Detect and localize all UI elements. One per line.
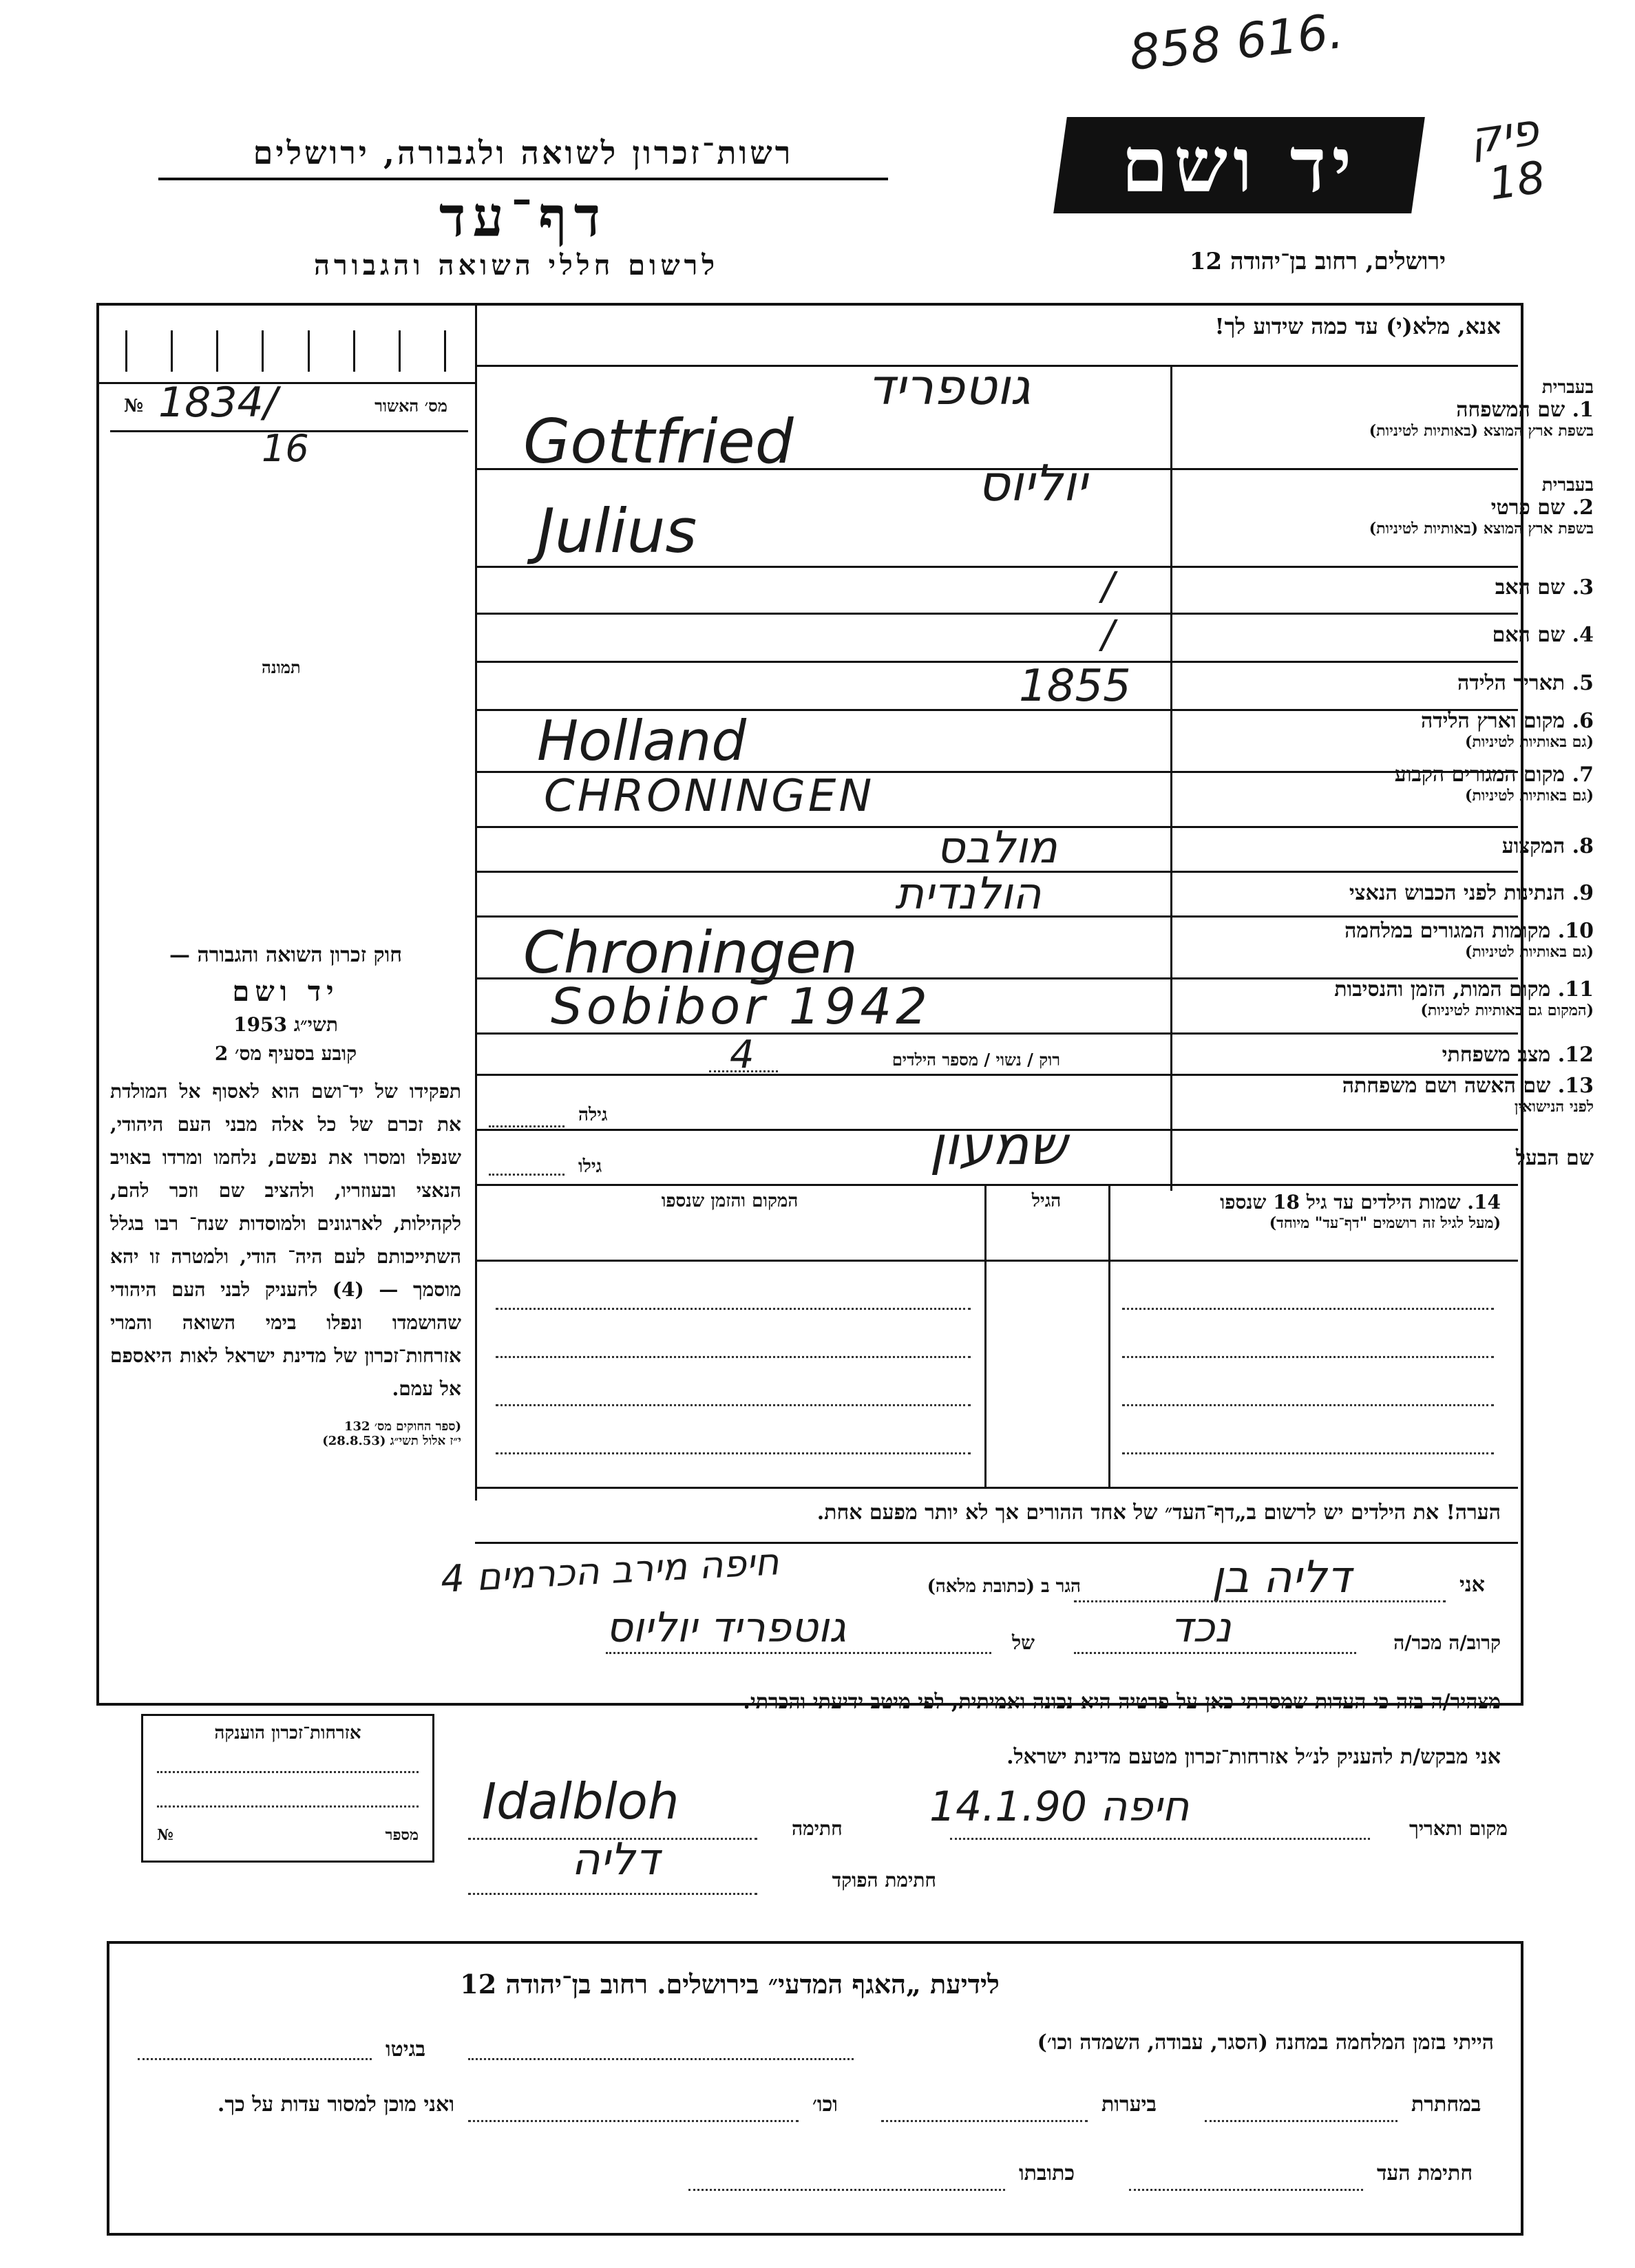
- field-4-label: שם האם: [1492, 623, 1565, 647]
- relation-label: קרוב/ה מכר/ה: [1393, 1631, 1501, 1654]
- value-family-latin: Gottfried: [523, 406, 794, 477]
- declarant-relation: נכד: [1170, 1604, 1232, 1652]
- officer-signature: דליה: [571, 1834, 660, 1885]
- request-text: אני מבקש/ת להעניק לנ״ל אזרחות־זכרון מטעם מדינת ישראל.: [1006, 1745, 1501, 1769]
- children-place-col: המקום והזמן שנספו: [661, 1191, 799, 1211]
- value-first-latin: Julius: [537, 496, 697, 566]
- field-6-num: 6.: [1572, 709, 1594, 733]
- of-label: של: [1012, 1631, 1035, 1654]
- field-residence: [1270, 763, 1594, 805]
- field-3-num: 3.: [1572, 575, 1594, 600]
- law-box: [110, 943, 461, 1562]
- law-year: 1953: [233, 1013, 288, 1036]
- field-10-label: מקומות המגורים במלחמה: [1344, 919, 1551, 943]
- field-6-sub: (גם באותיות לטיניות): [1464, 733, 1594, 751]
- field-8-label: המקצוע: [1501, 834, 1565, 858]
- footer-line2-end: ואני מוכן למסור עדות על כך.: [217, 2092, 454, 2117]
- citizenship-box: [141, 1714, 434, 1863]
- approval-label: מס׳ האשור: [375, 396, 447, 416]
- approval-number-sign: №: [124, 396, 144, 416]
- citizenship-number-sign: №: [157, 1826, 173, 1844]
- yad-vashem-logo: [1053, 117, 1425, 213]
- digit-boxes: [103, 330, 468, 372]
- field-wartime-places: [1270, 919, 1594, 961]
- children-note: הערה! את הילדים יש לרשום ב„דף־העד״ של אחד ההורים אך לא יותר מפעם אחת.: [816, 1501, 1501, 1525]
- field-2-label: שם פרטי: [1490, 496, 1565, 520]
- value-wartime-places: Chroningen: [523, 919, 858, 986]
- wife-age-label: גילה: [578, 1105, 608, 1125]
- value-residence: CHRONINGEN: [544, 771, 875, 822]
- law-title: חוק זכרון השואה והגבורה —: [169, 943, 402, 967]
- declarant-name: דליה בן: [1212, 1552, 1351, 1603]
- field-12-num: 12.: [1557, 1043, 1594, 1067]
- field-7-label: מקום המגורים הקבוע: [1394, 763, 1565, 787]
- value-birth-date: 1855: [1019, 661, 1131, 712]
- field-10-sub: (גם באותיות לטיניות): [1464, 943, 1594, 961]
- field-birth-date: [1270, 671, 1594, 695]
- law-ref2: י״ז אלול תשי״ג (28.8.53): [322, 1434, 461, 1448]
- footer-etc: וכו׳: [812, 2092, 838, 2117]
- field-12-label: מצב משפחתי: [1442, 1043, 1551, 1067]
- corner-note: [1467, 106, 1548, 211]
- footer-line1-end: בגיטו: [386, 2037, 426, 2062]
- field-9-label: הנתינות לפני הכבוש הנאצי: [1349, 881, 1565, 905]
- field-11-label: מקום המות, הזמן והנסיבות: [1334, 977, 1551, 1001]
- children-age-col: הגיל: [1031, 1191, 1062, 1211]
- field-7-sub: (גם באותיות לטיניות): [1464, 787, 1594, 805]
- value-husband: שמעון: [929, 1115, 1067, 1177]
- law-clause: קובע בסעיף מס׳ 2: [214, 1042, 357, 1065]
- field-mother-name: [1270, 623, 1594, 647]
- field-4-num: 4.: [1572, 623, 1594, 647]
- children-sub: (מעל לגיל זה רושמים "דף־עד" מיוחד): [1269, 1214, 1501, 1232]
- value-death: Sobibor 1942: [551, 977, 931, 1035]
- corner-number: 858 616.: [1126, 2, 1347, 82]
- footer-address: כתובתו: [1019, 2161, 1075, 2185]
- instruction: אנא, מלא(י) עד כמה שידוע לך!: [1214, 313, 1501, 339]
- citizenship-title: אזרחות־זכרון הוענקה: [214, 1723, 361, 1744]
- field-1-sub: בשפת ארץ המוצא (באותיות לטיניות): [1369, 422, 1594, 440]
- field-7-num: 7.: [1572, 763, 1594, 787]
- place-date-label: מקום ותאריך: [1409, 1817, 1508, 1840]
- law-name: יד ושם: [232, 975, 339, 1008]
- field-nationality: [1270, 881, 1594, 905]
- field-family-name: [1270, 377, 1594, 440]
- husband-age-label: גילו: [578, 1156, 602, 1177]
- field-6-label: מקום וארץ הלידה: [1420, 709, 1565, 733]
- field-profession: [1270, 834, 1594, 858]
- declaration-text: מצהיר/ה בזה כי העדות שמסרתי כאן על פרטיה היא נכונה ואמיתית, לפי מיטב ידיעתי והכרתי.: [743, 1690, 1501, 1714]
- value-family-hebrew: גוטפריד: [867, 358, 1031, 416]
- address-label: הגר ב (כתובת מלאה): [927, 1576, 1081, 1597]
- field-3-label: שם האב: [1495, 575, 1565, 600]
- citizenship-number-label: מספר: [385, 1826, 419, 1844]
- field-1-hebrew-tag: בעברית: [1541, 377, 1594, 398]
- declarant-address: חיפה מירב הכרמים 4: [439, 1540, 780, 1601]
- value-father: /: [1101, 564, 1115, 609]
- form-subtitle: לרשום חללי השואה והגבורה: [313, 249, 719, 282]
- law-text: תפקידו של יד־ושם הוא לאסוף אל המולדת את זכרם של כל אלה מבני העם היהודי, שנפלו ומסרו את נפשם, נלחמו ומרדו באויב הנאצי ובעוזריו, ולהציב שם וזכר להם, לקהילות, לארגונים ולמוסדות שנח־ רבו בגלל השתייכותם לעם היה־ הודי, ולמטרה זו יהא מוסמך — (4) להעניק לבני העם היהודי שהושמדו ונפלו בימי השואה והמרי אזרחות־זכרון של מדינת ישראל לאות היאספם אל עמם.: [110, 1080, 461, 1400]
- signature-value: Idalbloh: [482, 1772, 679, 1830]
- footer-underground: במחתרת: [1411, 2092, 1481, 2117]
- field-8-num: 8.: [1572, 834, 1594, 858]
- value-nationality: הולנדית: [895, 869, 1042, 920]
- children-header: [1115, 1191, 1501, 1232]
- law-ref1: (ספר החוקים מס׳ 132: [344, 1419, 461, 1434]
- children-num: 14.: [1467, 1191, 1501, 1214]
- children-label: שמות הילדים עד גיל 18 שנספו: [1220, 1191, 1461, 1214]
- field-husband: [1270, 1146, 1594, 1170]
- field-father-name: [1270, 575, 1594, 600]
- footer-title: לידיעת „האגף המדעי״ בירושלים. רחוב בן־יהודה 12: [460, 1969, 1000, 2000]
- field-1-num: 1.: [1572, 398, 1594, 422]
- value-birth-place: Holland: [537, 709, 747, 773]
- value-children-count: 4: [730, 1032, 755, 1077]
- approval-number: 1834/: [158, 379, 277, 427]
- field-birth-place: [1270, 709, 1594, 751]
- institution-name: רשות־זכרון לשואה ולגבורה, ירושלים: [253, 134, 794, 171]
- field-11-num: 11.: [1557, 977, 1594, 1001]
- field-marital: [1270, 1043, 1594, 1067]
- corner-note-line1: פיק: [1466, 104, 1542, 165]
- footer-witness-sig: חתימת העד: [1377, 2161, 1473, 2185]
- place-date-value: חיפה 14.1.90: [929, 1783, 1190, 1831]
- footer-line1: הייתי בזמן המלחמה במחנה (הסגר, עבודה, השמדה וכו׳): [1037, 2031, 1494, 2055]
- photo-label: תמונה: [262, 657, 301, 677]
- declarant-of-name: גוטפריד יוליוס: [606, 1604, 847, 1652]
- corner-note-line2: 18: [1486, 152, 1549, 211]
- signature-label: חתימה: [792, 1817, 843, 1840]
- field-2-hebrew-tag: בעברית: [1541, 475, 1594, 496]
- field-5-label: תאריך הלידה: [1457, 671, 1565, 695]
- marital-options: רוק / נשוי / מספר הילדים: [892, 1050, 1060, 1070]
- field-2-sub: בשפת ארץ המוצא (באותיות לטיניות): [1369, 520, 1594, 538]
- value-mother: /: [1101, 613, 1115, 657]
- footer-forests: ביערות: [1101, 2092, 1157, 2117]
- field-13-label: שם האשה ושם משפחתה: [1342, 1074, 1551, 1098]
- field-10-num: 10.: [1557, 919, 1594, 943]
- field-2-num: 2.: [1572, 496, 1594, 520]
- value-first-hebrew: יוליוס: [978, 454, 1088, 512]
- logo-text: יד ושם: [1121, 120, 1358, 209]
- field-13-sub: לפני הנישואין: [1514, 1098, 1594, 1116]
- field-13-num: 13.: [1557, 1074, 1594, 1098]
- value-profession: מולבס: [936, 823, 1057, 873]
- field-wife: [1270, 1074, 1594, 1116]
- husband-label: שם הבעל: [1515, 1146, 1594, 1170]
- officer-label: חתימת הפוקד: [832, 1869, 936, 1891]
- form-title: דף־עד: [439, 184, 608, 249]
- field-5-num: 5.: [1572, 671, 1594, 695]
- field-11-sub: (המקום גם באותיות לטיניות): [1420, 1001, 1594, 1019]
- institution-address: ירושלים, רחוב בן־יהודה 12: [1189, 248, 1446, 275]
- law-year-heb: תשי״ג: [293, 1013, 338, 1036]
- declarant-i-label: אני: [1459, 1573, 1485, 1597]
- approval-sub-number: 16: [262, 427, 309, 470]
- field-first-name: [1270, 475, 1594, 538]
- field-1-label: שם המשפחה: [1456, 398, 1565, 422]
- field-9-num: 9.: [1572, 881, 1594, 905]
- field-death: [1270, 977, 1594, 1019]
